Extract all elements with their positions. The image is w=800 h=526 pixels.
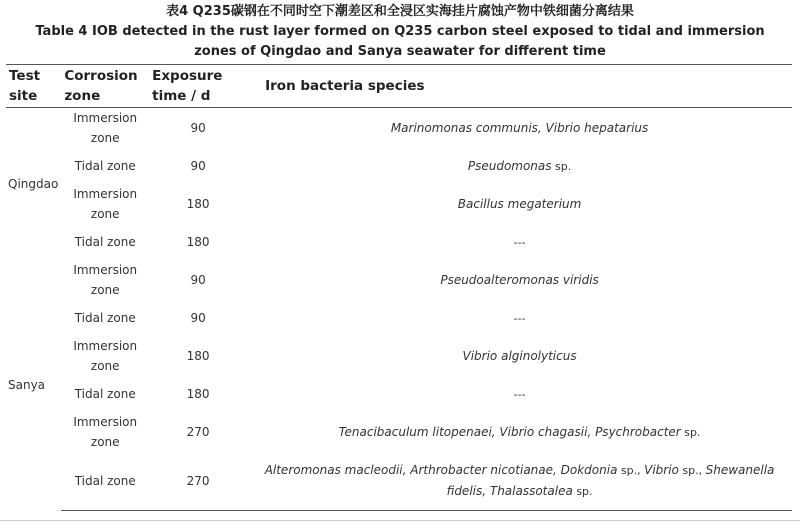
cell-exposure-time: 180 [186, 197, 210, 211]
cell-corrosion-zone: Tidal zone [74, 159, 136, 173]
cell-exposure-time: 180 [186, 349, 210, 363]
cell-corrosion-zone: Immersion zone [73, 415, 138, 449]
bacteria-table [6, 64, 792, 511]
cell-iron-bacteria-species [247, 260, 792, 300]
table-row [6, 336, 792, 376]
species-name: Bacillus megaterium [457, 197, 582, 211]
cell-corrosion-zone: Tidal zone [61, 452, 149, 511]
cell-exposure-time: 90 [190, 121, 206, 135]
table-row [6, 412, 792, 452]
species-suffix: --- [513, 387, 526, 401]
species-suffix: sp., [678, 464, 706, 477]
cell-corrosion-zone: Tidal zone [74, 311, 136, 325]
header-test-site: Test site [6, 65, 61, 108]
table-row [6, 300, 792, 336]
cell-test-site: Sanya [8, 378, 46, 393]
cell-corrosion-zone: Tidal zone [74, 387, 136, 401]
cell-exposure-time: 90 [190, 159, 206, 173]
cell-iron-bacteria-species [247, 336, 792, 376]
table-row [6, 148, 792, 184]
caption-english: Table 4 IOB detected in the rust layer formed on Q235 carbon steel exposed to tidal and immersion zones of Qingdao and Sanya seawater for different time [35, 24, 765, 59]
species-suffix: sp. [680, 425, 701, 439]
cell-corrosion-zone: Immersion zone [73, 187, 138, 221]
cell-exposure-time: 90 [190, 273, 206, 287]
species-suffix: --- [513, 235, 526, 249]
cell-corrosion-zone: Immersion zone [73, 339, 138, 373]
table-row [6, 108, 792, 149]
table-caption [0, 0, 800, 62]
header-corrosion-zone: Corrosion zone [61, 65, 149, 108]
cell-iron-bacteria-species [247, 184, 792, 224]
species-name: Alteromonas macleodii, Arthrobacter nicotianae, Dokdonia [264, 463, 618, 477]
table-row [6, 260, 792, 300]
table-row [6, 452, 792, 511]
cell-iron-bacteria-species [247, 376, 792, 412]
cell-iron-bacteria-species [247, 148, 792, 184]
species-name: Pseudoalteromonas viridis [440, 273, 599, 287]
cell-corrosion-zone: Immersion zone [73, 111, 138, 145]
header-iron-bacteria-species: Iron bacteria species [247, 65, 792, 108]
species-name: Shewanella fidelis, Thalassotalea [446, 463, 775, 498]
species-suffix: sp., [617, 464, 645, 477]
cell-exposure-time: 270 [186, 425, 210, 439]
cell-exposure-time: 270 [149, 452, 247, 511]
cell-iron-bacteria-species [247, 452, 792, 511]
cell-iron-bacteria-species [247, 108, 792, 149]
cell-test-site: Qingdao [8, 177, 59, 191]
species-suffix: sp. [572, 485, 593, 498]
header-exposure-time: Exposure time / d [149, 65, 247, 108]
table-row [6, 224, 792, 260]
cell-iron-bacteria-species [247, 300, 792, 336]
cell-iron-bacteria-species [247, 412, 792, 452]
table-row [6, 376, 792, 412]
header-row [6, 65, 792, 108]
bottom-border [0, 520, 800, 521]
species-name: Vibrio [644, 463, 679, 477]
species-name: Pseudomonas [467, 158, 552, 173]
cell-exposure-time: 180 [186, 235, 210, 249]
table-body [6, 108, 792, 511]
cell-exposure-time: 180 [186, 387, 210, 401]
species-suffix: --- [513, 311, 526, 325]
species-name: Marinomonas communis, Vibrio hepatarius [390, 121, 649, 135]
species-suffix: sp. [551, 159, 572, 173]
species-name: Vibrio alginolyticus [462, 349, 577, 363]
species-name: Tenacibaculum litopenaei, Vibrio chagasii, Psychrobacter [338, 424, 681, 439]
caption-chinese: 表4 Q235碳钢在不同时空下潮差区和全浸区实海挂片腐蚀产物中铁细菌分离结果 [166, 4, 634, 19]
cell-iron-bacteria-species [247, 224, 792, 260]
cell-exposure-time: 90 [190, 311, 206, 325]
cell-corrosion-zone: Tidal zone [74, 235, 136, 249]
cell-corrosion-zone: Immersion zone [73, 263, 138, 297]
table-row [6, 184, 792, 224]
